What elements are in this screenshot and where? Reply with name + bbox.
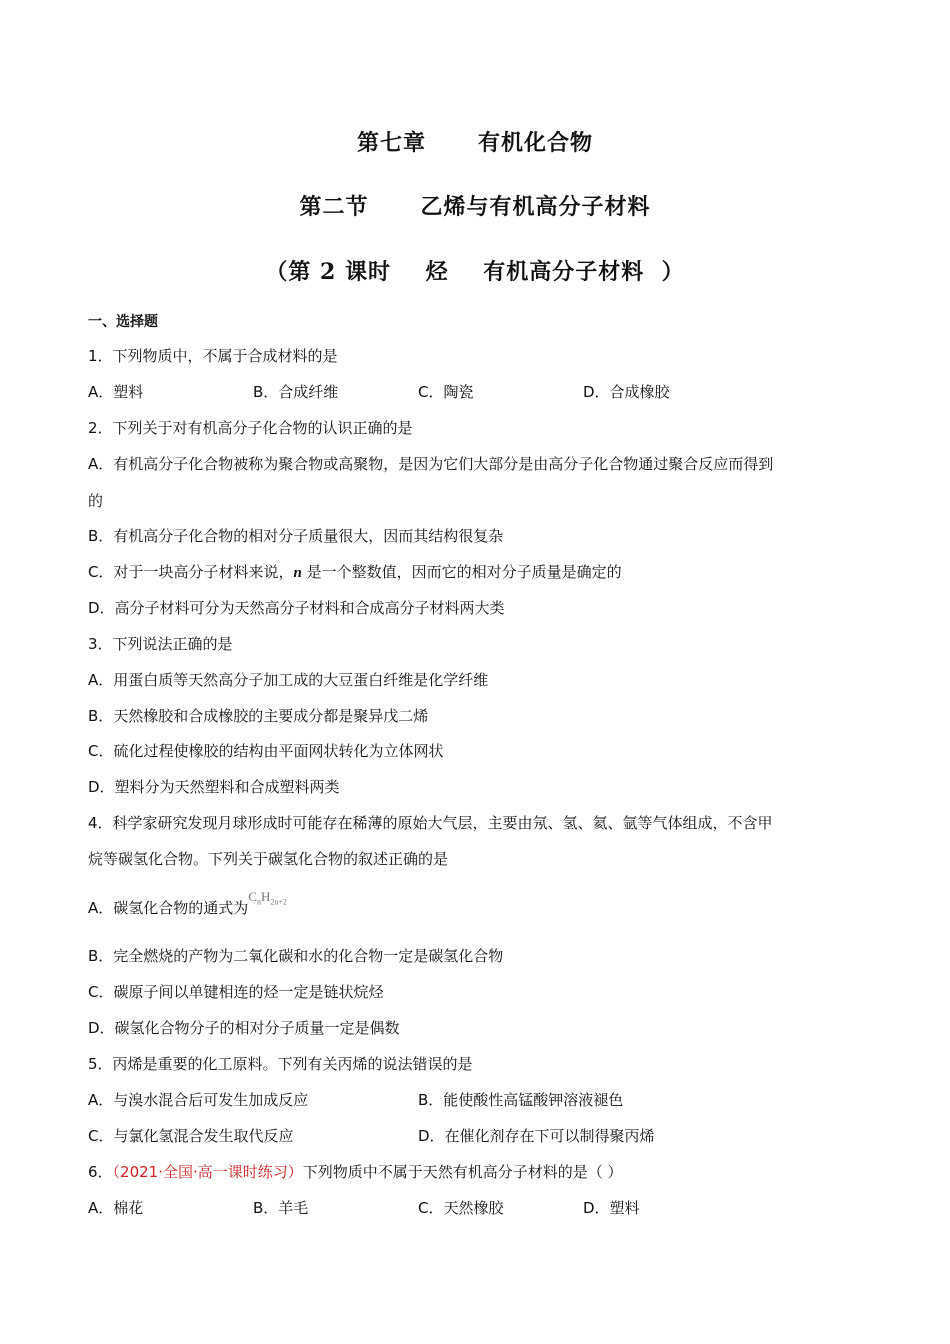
q3-option-d: D．塑料分为天然塑料和合成塑料两类 [88,778,340,796]
q6-source: （2021·全国·高一课时练习） [112,1163,303,1181]
q1-option-a: A．塑料 [88,383,144,401]
q1-stem: 1．下列物质中，不属于合成材料的是 [88,347,338,365]
q4-stem-line2: 烷等碳氢化合物。下列关于碳氢化合物的叙述正确的是 [88,850,449,868]
chapter-title: 第七章 有机化合物 [357,130,593,156]
q3-stem: 3．下列说法正确的是 [88,635,233,653]
q4-option-a [88,889,287,925]
q2-option-d: D．高分子材料可分为天然高分子材料和合成高分子材料两大类 [88,599,505,617]
section-title: 第二节 乙烯与有机高分子材料 [299,194,651,220]
q1-option-c: C．陶瓷 [418,383,474,401]
q1-option-b: B．合成纤维 [253,383,339,401]
q2-option-a-line1: A．有机高分子化合物被称为聚合物或高聚物，是因为它们大部分是由高分子化合物通过聚合反应而得到 [88,455,774,473]
q6-option-a: A．棉花 [88,1199,144,1217]
q4-option-d: D．碳氢化合物分子的相对分子质量一定是偶数 [88,1019,400,1037]
q5-option-c: C．与氯化氢混合发生取代反应 [88,1127,294,1145]
q5-option-d: D．在催化剂存在下可以制得聚丙烯 [418,1127,655,1145]
q6-stem [88,1162,623,1182]
q6-option-c: C．天然橡胶 [418,1199,504,1217]
q6-option-d: D．塑料 [583,1199,640,1217]
section-heading: 一、选择题 [88,314,158,330]
q4-option-c: C．碳原子间以单键相连的烃一定是链状烷烃 [88,983,384,1001]
q4-option-a-pre: A．碳氢化合物的通式为 [88,899,249,917]
q5-option-b: B．能使酸性高锰酸钾溶液褪色 [418,1091,624,1109]
q2-option-c-n: n [293,565,302,581]
q4-stem-line1: 4．科学家研究发现月球形成时可能存在稀薄的原始大气层，主要由氖、氢、氦、氩等气体组成，不含甲 [88,814,773,832]
q6-number: 6． [88,1163,113,1181]
q1-option-d: D．合成橡胶 [583,383,670,401]
q4-option-b: B．完全燃烧的产物为二氧化碳和水的化合物一定是碳氢化合物 [88,947,504,965]
q2-option-b: B．有机高分子化合物的相对分子质量很大，因而其结构很复杂 [88,527,504,545]
q4-formula: $C_nH_{2n+2}$ [248,889,287,907]
q2-option-a-line2: 的 [88,492,104,510]
q5-option-a: A．与溴水混合后可发生加成反应 [88,1091,309,1109]
q3-option-b: B．天然橡胶和合成橡胶的主要成分都是聚异戊二烯 [88,707,429,725]
q6-stem-text: 下列物质中不属于天然有机高分子材料的是（ ） [302,1163,623,1181]
q6-option-b: B．羊毛 [253,1199,309,1217]
q2-option-c-post: 是一个整数值，因而它的相对分子质量是确定的 [301,563,622,581]
lesson-title: （第 2 课时 烃 有机高分子材料 ） [265,259,685,285]
q2-stem: 2．下列关于对有机高分子化合物的认识正确的是 [88,419,413,437]
q2-option-c-pre: C．对于一块高分子材料来说， [88,563,294,581]
q2-option-c [88,562,622,583]
q3-option-c: C．硫化过程使橡胶的结构由平面网状转化为立体网状 [88,742,444,760]
q5-stem: 5．丙烯是重要的化工原料。下列有关丙烯的说法错误的是 [88,1055,473,1073]
q3-option-a: A．用蛋白质等天然高分子加工成的大豆蛋白纤维是化学纤维 [88,671,489,689]
